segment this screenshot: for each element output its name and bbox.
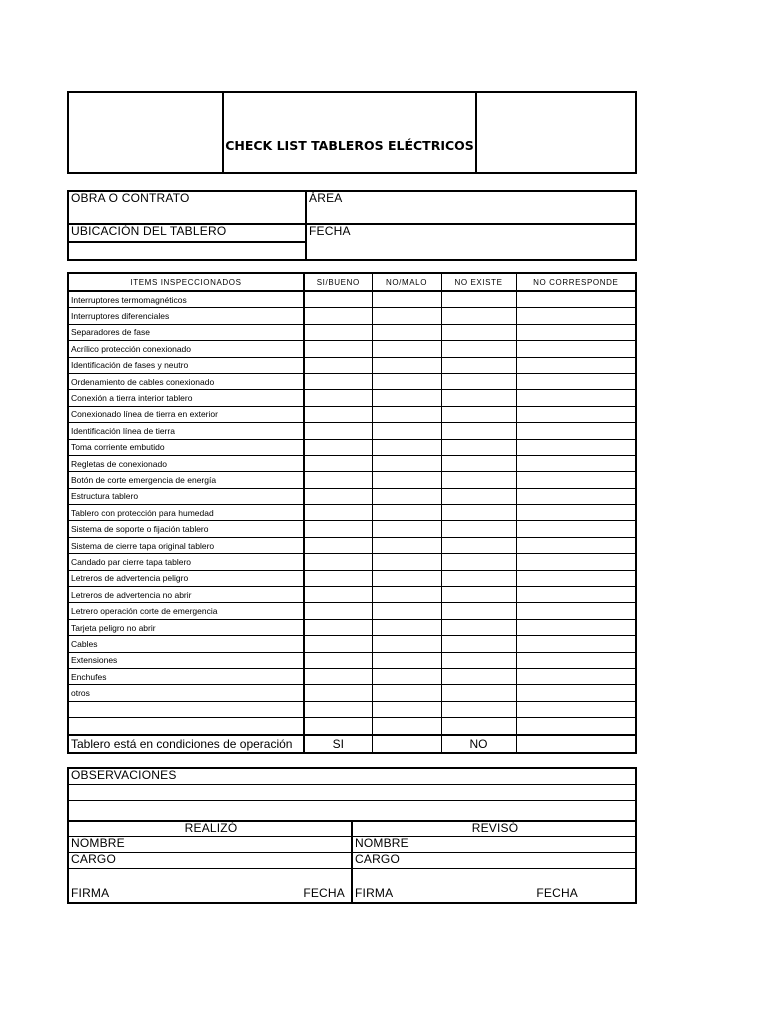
checkbox-cell-si-bueno[interactable] (304, 472, 372, 488)
checkbox-cell-no-corresponde[interactable] (516, 521, 636, 537)
checklist-item-label (68, 701, 304, 717)
checklist-item-label: Extensiones (68, 652, 304, 668)
checkbox-cell-no-corresponde[interactable] (516, 390, 636, 406)
checkbox-cell-si-bueno[interactable] (304, 308, 372, 324)
checkbox-cell-si-bueno[interactable] (304, 718, 372, 735)
checkbox-cell-no-malo[interactable] (372, 570, 441, 586)
checkbox-cell-no-existe[interactable] (441, 668, 516, 684)
checkbox-cell-si-bueno[interactable] (304, 505, 372, 521)
checklist-item-label: Conexión a tierra interior tablero (68, 390, 304, 406)
checklist-row (68, 423, 636, 439)
checkbox-cell-no-corresponde[interactable] (516, 505, 636, 521)
checkbox-cell-no-existe[interactable] (441, 603, 516, 619)
header-right-cell (476, 92, 636, 173)
checkbox-cell-si-bueno[interactable] (304, 439, 372, 455)
checkbox-cell-no-existe[interactable] (441, 390, 516, 406)
checkbox-cell-si-bueno[interactable] (304, 373, 372, 389)
checkbox-cell-no-malo[interactable] (372, 718, 441, 735)
checkbox-cell-no-corresponde[interactable] (516, 718, 636, 735)
checkbox-cell-no-corresponde[interactable] (516, 455, 636, 471)
checkbox-cell-no-existe[interactable] (441, 308, 516, 324)
checklist-row (68, 406, 636, 422)
checklist-row (68, 390, 636, 406)
checkbox-cell-no-existe[interactable] (441, 341, 516, 357)
checklist-item-label: Toma corriente embutido (68, 439, 304, 455)
checkbox-cell-si-bueno[interactable] (304, 521, 372, 537)
checkbox-cell-no-malo[interactable] (372, 652, 441, 668)
checkbox-cell-no-corresponde[interactable] (516, 472, 636, 488)
checkbox-cell-no-existe[interactable] (441, 455, 516, 471)
ubicacion-extra-field[interactable] (68, 242, 306, 260)
info-table (67, 190, 637, 261)
checkbox-cell-si-bueno[interactable] (304, 406, 372, 422)
checkbox-cell-si-bueno[interactable] (304, 570, 372, 586)
checkbox-cell-no-corresponde[interactable] (516, 636, 636, 652)
checkbox-cell-no-existe[interactable] (441, 718, 516, 735)
checklist-item-label: Enchufes (68, 668, 304, 684)
checkbox-cell-no-corresponde[interactable] (516, 488, 636, 504)
header-no-malo: NO/MALO (372, 273, 441, 291)
reviso-firma-label: FIRMA (355, 886, 394, 900)
checkbox-cell-no-corresponde[interactable] (516, 308, 636, 324)
final-label: Tablero está en condiciones de operación (68, 735, 304, 753)
checklist-item-label: Conexionado línea de tierra en exterior (68, 406, 304, 422)
checkbox-cell-no-malo[interactable] (372, 455, 441, 471)
realizo-header: REALIZÓ (68, 821, 352, 837)
checkbox-cell-no-malo[interactable] (372, 291, 441, 308)
realizo-nombre[interactable]: NOMBRE (68, 837, 352, 853)
reviso-fecha-label: FECHA (536, 886, 579, 900)
checkbox-cell-no-existe[interactable] (441, 423, 516, 439)
checkbox-cell-no-existe[interactable] (441, 373, 516, 389)
checkbox-cell-no-existe[interactable] (441, 439, 516, 455)
checklist-row (68, 472, 636, 488)
observaciones-label[interactable]: OBSERVACIONES (68, 768, 636, 785)
checkbox-cell-si-bueno[interactable] (304, 619, 372, 635)
checkbox-cell-no-existe[interactable] (441, 619, 516, 635)
checkbox-cell-no-existe[interactable] (441, 685, 516, 701)
checkbox-cell-si-bueno[interactable] (304, 554, 372, 570)
checklist-item-label: Cables (68, 636, 304, 652)
checklist-item-label: Sistema de soporte o fijación tablero (68, 521, 304, 537)
realizo-firma-label: FIRMA (71, 886, 110, 900)
checkbox-cell-si-bueno[interactable] (304, 603, 372, 619)
checkbox-cell-no-corresponde[interactable] (516, 701, 636, 717)
checklist-row (68, 619, 636, 635)
checklist-row (68, 308, 636, 324)
checkbox-cell-no-malo[interactable] (372, 701, 441, 717)
final-blank-cell-2[interactable] (516, 735, 636, 753)
realizo-cargo[interactable]: CARGO (68, 853, 352, 869)
checkbox-cell-si-bueno[interactable] (304, 423, 372, 439)
header-box (67, 91, 637, 174)
checkbox-cell-si-bueno[interactable] (304, 341, 372, 357)
checkbox-cell-no-malo[interactable] (372, 423, 441, 439)
checkbox-cell-si-bueno[interactable] (304, 668, 372, 684)
checkbox-cell-no-malo[interactable] (372, 587, 441, 603)
checkbox-cell-no-existe[interactable] (441, 652, 516, 668)
checkbox-cell-si-bueno[interactable] (304, 488, 372, 504)
checkbox-cell-no-malo[interactable] (372, 390, 441, 406)
checkbox-cell-no-corresponde[interactable] (516, 652, 636, 668)
checkbox-cell-no-malo[interactable] (372, 685, 441, 701)
logo-cell (68, 92, 223, 173)
checkbox-cell-no-corresponde[interactable] (516, 291, 636, 308)
checklist-row (68, 587, 636, 603)
checklist-row (68, 341, 636, 357)
checkbox-cell-no-malo[interactable] (372, 373, 441, 389)
checkbox-cell-no-malo[interactable] (372, 488, 441, 504)
checklist-row (68, 652, 636, 668)
checklist-row (68, 439, 636, 455)
checklist-item-label: Tablero con protección para humedad (68, 505, 304, 521)
checklist-row (68, 488, 636, 504)
checkbox-cell-si-bueno[interactable] (304, 390, 372, 406)
checkbox-cell-si-bueno[interactable] (304, 685, 372, 701)
checkbox-cell-no-malo[interactable] (372, 357, 441, 373)
checkbox-cell-no-malo[interactable] (372, 341, 441, 357)
final-si-cell[interactable]: SI (304, 735, 372, 753)
checkbox-cell-no-corresponde[interactable] (516, 324, 636, 340)
checkbox-cell-no-malo[interactable] (372, 324, 441, 340)
observaciones-line-1[interactable] (68, 785, 636, 801)
area-field[interactable]: ÁREA (306, 191, 636, 224)
checklist-row (68, 603, 636, 619)
checklist-row (68, 570, 636, 586)
final-blank-cell[interactable] (372, 735, 441, 753)
checklist-row (68, 701, 636, 717)
checkbox-cell-si-bueno[interactable] (304, 357, 372, 373)
checkbox-cell-no-corresponde[interactable] (516, 439, 636, 455)
reviso-header: REVISÓ (352, 821, 636, 837)
page-title: CHECK LIST TABLEROS ELÉCTRICOS (223, 92, 476, 173)
checkbox-cell-no-existe[interactable] (441, 488, 516, 504)
checklist-item-label: otros (68, 685, 304, 701)
ubicacion-field[interactable]: UBICACIÓN DEL TABLERO (68, 224, 306, 242)
checkbox-cell-no-existe[interactable] (441, 472, 516, 488)
checklist-row (68, 373, 636, 389)
reviso-nombre[interactable]: NOMBRE (352, 837, 636, 853)
checklist-item-label: Acrílico protección conexionado (68, 341, 304, 357)
header-no-corresponde: NO CORRESPONDE (516, 273, 636, 291)
checkbox-cell-si-bueno[interactable] (304, 701, 372, 717)
checkbox-cell-no-existe[interactable] (441, 554, 516, 570)
checklist-row (68, 505, 636, 521)
checkbox-cell-si-bueno[interactable] (304, 537, 372, 553)
checklist-row (68, 357, 636, 373)
checklist-item-label: Identificación línea de tierra (68, 423, 304, 439)
final-row (68, 735, 636, 753)
checkbox-cell-no-malo[interactable] (372, 636, 441, 652)
checkbox-cell-si-bueno[interactable] (304, 324, 372, 340)
checklist-row (68, 521, 636, 537)
checkbox-cell-no-existe[interactable] (441, 357, 516, 373)
checkbox-cell-no-existe[interactable] (441, 521, 516, 537)
checkbox-cell-no-corresponde[interactable] (516, 357, 636, 373)
checklist-item-label: Tarjeta peligro no abrir (68, 619, 304, 635)
checkbox-cell-no-existe[interactable] (441, 505, 516, 521)
observaciones-line-2[interactable] (68, 801, 636, 822)
checkbox-cell-no-corresponde[interactable] (516, 603, 636, 619)
checkbox-cell-si-bueno[interactable] (304, 291, 372, 308)
obra-field[interactable]: OBRA O CONTRATO (68, 191, 306, 224)
checkbox-cell-no-corresponde[interactable] (516, 373, 636, 389)
checkbox-cell-no-corresponde[interactable] (516, 537, 636, 553)
checkbox-cell-no-existe[interactable] (441, 406, 516, 422)
checklist-item-label: Separadores de fase (68, 324, 304, 340)
header-items: ITEMS INSPECCIONADOS (68, 273, 304, 291)
checklist-item-label: Letreros de advertencia peligro (68, 570, 304, 586)
checklist-table (67, 272, 637, 754)
checklist-row (68, 291, 636, 308)
checklist-item-label: Regletas de conexionado (68, 455, 304, 471)
checkbox-cell-no-existe[interactable] (441, 701, 516, 717)
checkbox-cell-no-corresponde[interactable] (516, 668, 636, 684)
checklist-item-label (68, 718, 304, 735)
checkbox-cell-no-corresponde[interactable] (516, 570, 636, 586)
checklist-row (68, 537, 636, 553)
checklist-item-label: Interruptores diferenciales (68, 308, 304, 324)
final-no-cell[interactable]: NO (441, 735, 516, 753)
checkbox-cell-no-malo[interactable] (372, 439, 441, 455)
checklist-item-label: Letreros de advertencia no abrir (68, 587, 304, 603)
reviso-cargo[interactable]: CARGO (352, 853, 636, 869)
checklist-row (68, 455, 636, 471)
realizo-fecha-label: FECHA (303, 886, 345, 900)
checklist-row (68, 554, 636, 570)
checkbox-cell-no-malo[interactable] (372, 505, 441, 521)
reviso-firma-cell[interactable] (352, 869, 636, 904)
checklist-item-label: Estructura tablero (68, 488, 304, 504)
checkbox-cell-si-bueno[interactable] (304, 636, 372, 652)
checkbox-cell-no-malo[interactable] (372, 554, 441, 570)
checklist-item-label: Ordenamiento de cables conexionado (68, 373, 304, 389)
checkbox-cell-no-malo[interactable] (372, 537, 441, 553)
checkbox-cell-si-bueno[interactable] (304, 587, 372, 603)
checklist-item-label: Botón de corte emergencia de energía (68, 472, 304, 488)
checklist-row (68, 685, 636, 701)
checkbox-cell-no-existe[interactable] (441, 636, 516, 652)
checkbox-cell-no-malo[interactable] (372, 308, 441, 324)
checkbox-cell-no-malo[interactable] (372, 668, 441, 684)
checkbox-cell-no-corresponde[interactable] (516, 406, 636, 422)
checkbox-cell-no-malo[interactable] (372, 619, 441, 635)
checklist-item-label: Sistema de cierre tapa original tablero (68, 537, 304, 553)
fecha-field[interactable]: FECHA (309, 224, 351, 238)
realizo-firma-cell[interactable] (68, 869, 352, 904)
checkbox-cell-no-malo[interactable] (372, 603, 441, 619)
checklist-row (68, 718, 636, 735)
header-si-bueno: SI/BUENO (304, 273, 372, 291)
observations-table (67, 767, 637, 904)
checkbox-cell-no-corresponde[interactable] (516, 554, 636, 570)
checkbox-cell-no-existe[interactable] (441, 587, 516, 603)
checkbox-cell-no-corresponde[interactable] (516, 423, 636, 439)
checklist-item-label: Letrero operación corte de emergencia (68, 603, 304, 619)
checklist-row (68, 636, 636, 652)
checkbox-cell-no-existe[interactable] (441, 291, 516, 308)
checkbox-cell-no-corresponde[interactable] (516, 341, 636, 357)
checklist-item-label: Candado par cierre tapa tablero (68, 554, 304, 570)
checkbox-cell-no-existe[interactable] (441, 570, 516, 586)
checkbox-cell-si-bueno[interactable] (304, 652, 372, 668)
checklist-row (68, 324, 636, 340)
checkbox-cell-no-corresponde[interactable] (516, 587, 636, 603)
checklist-item-label: Interruptores termomagnéticos (68, 291, 304, 308)
checkbox-cell-no-corresponde[interactable] (516, 619, 636, 635)
header-no-existe: NO EXISTE (441, 273, 516, 291)
checkbox-cell-no-corresponde[interactable] (516, 685, 636, 701)
checkbox-cell-no-malo[interactable] (372, 472, 441, 488)
checkbox-cell-no-malo[interactable] (372, 521, 441, 537)
checkbox-cell-no-malo[interactable] (372, 406, 441, 422)
checklist-item-label: Identificación de fases y neutro (68, 357, 304, 373)
checklist-row (68, 668, 636, 684)
checkbox-cell-no-existe[interactable] (441, 324, 516, 340)
checkbox-cell-no-existe[interactable] (441, 537, 516, 553)
checkbox-cell-si-bueno[interactable] (304, 455, 372, 471)
